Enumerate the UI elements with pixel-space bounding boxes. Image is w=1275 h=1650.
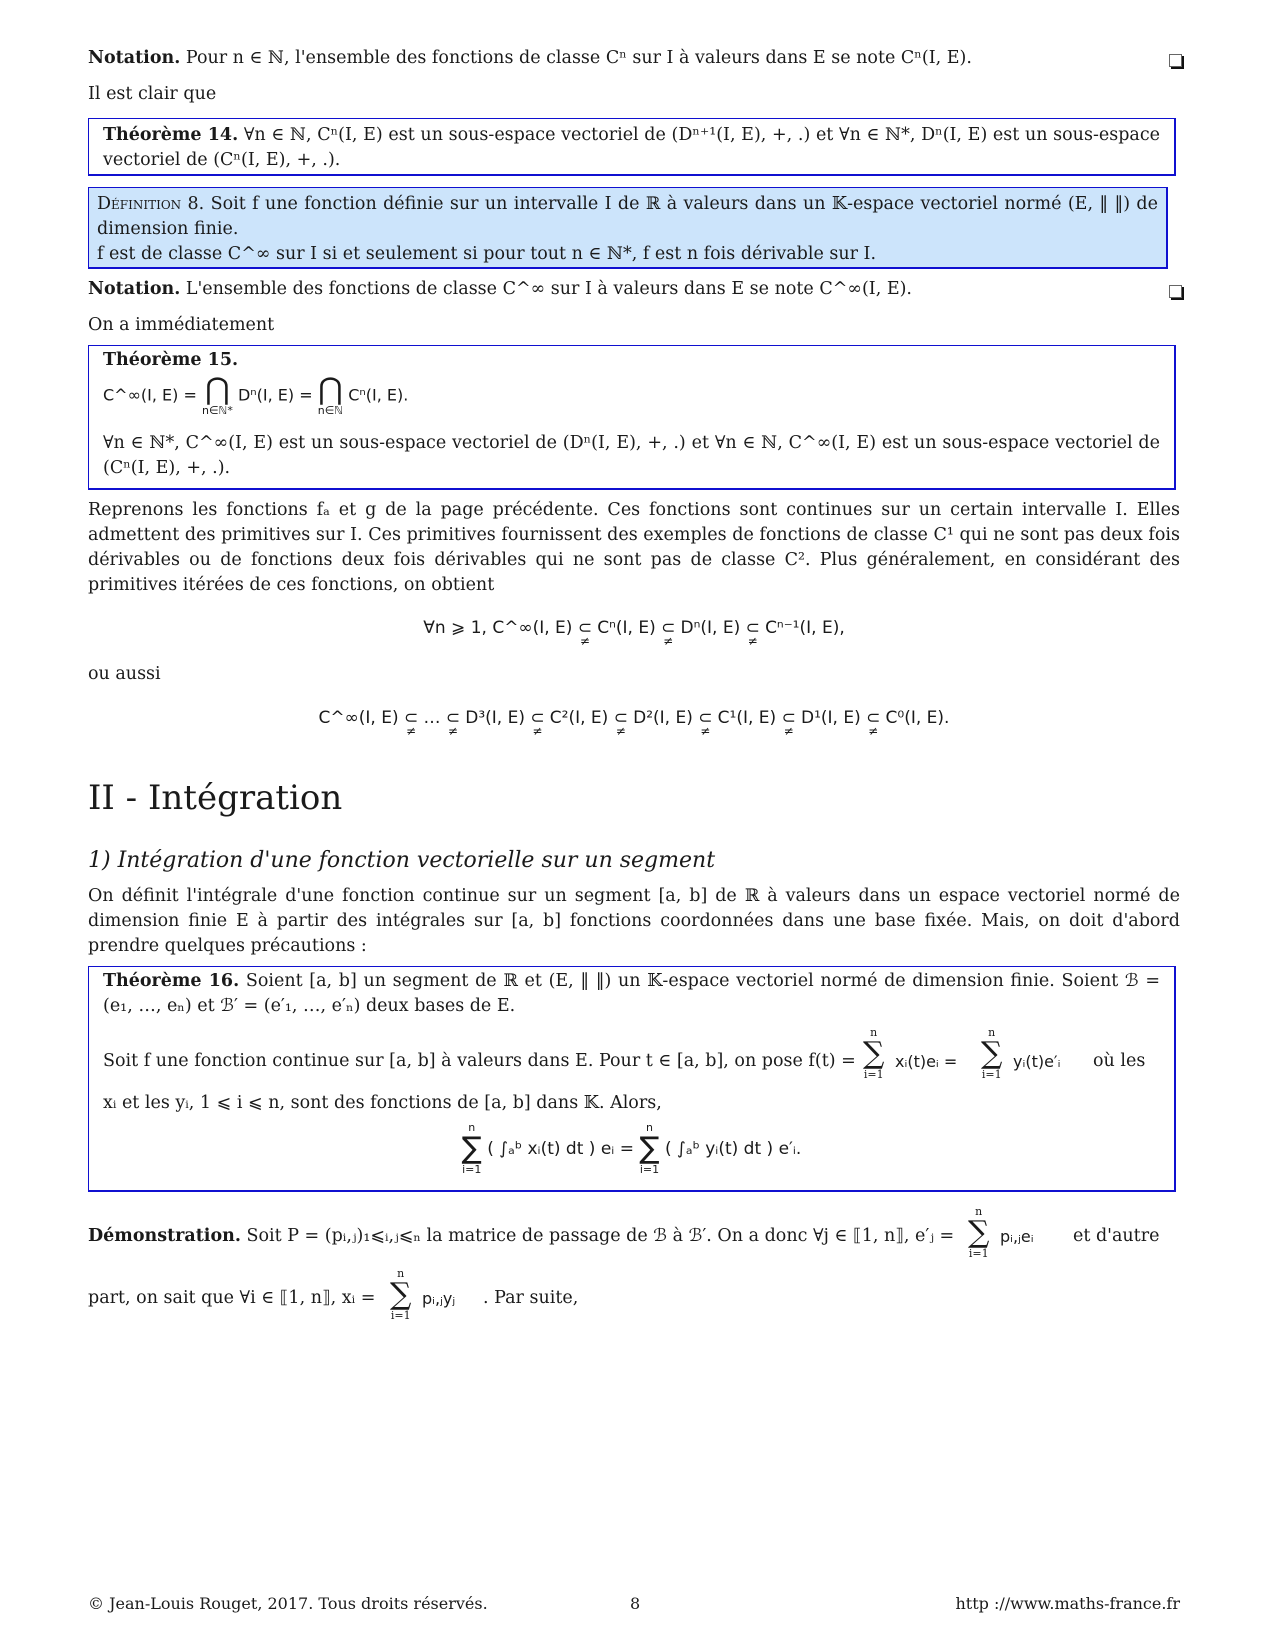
strict-inclusion-icon: ⊂ ≠ bbox=[445, 708, 461, 738]
sum-operator: n ∑ i=1 bbox=[981, 1026, 1003, 1081]
strict-inclusion-icon: ⊂ ≠ bbox=[698, 708, 713, 738]
strict-inclusion-icon: ⊂ ≠ bbox=[661, 618, 676, 648]
strict-inclusion-icon: ⊂ ≠ bbox=[404, 708, 419, 738]
footer-url[interactable]: http ://www.maths-france.fr bbox=[955, 1594, 1180, 1613]
theorem-16-definition-line: Soit f une fonction continue sur [a, b] à valeurs dans E. Pour t ∈ [a, b], on pose f(t) = n ∑ i=1 xᵢ(t)eᵢ = n ∑ i=1 yᵢ(t)e′ᵢ où les bbox=[103, 1026, 1146, 1081]
sum-operator: n ∑ i=1 bbox=[968, 1205, 990, 1260]
strict-inclusion-icon: ⊂ ≠ bbox=[613, 708, 628, 738]
theorem-15-box: Théorème 15. C^∞(I, E) = ⋂ n∈ℕ* Dⁿ(I, E) = ⋂ n∈ℕ Cⁿ(I, E). ∀n ∈ ℕ*, C^∞(I, E) est un sous-espace vectoriel de (Dⁿ(I, E), +, .) et ∀n ∈ ℕ, C^∞(I, E) est un sous-espace vectoriel de (Cⁿ(I, E), +, .). bbox=[88, 345, 1176, 490]
strict-inclusion-icon: ⊂ ≠ bbox=[781, 708, 796, 738]
paragraph-primitives: Reprenons les fonctions fₐ et g de la page précédente. Ces fonctions sont continues sur un certain intervalle I. Elles admettent des primitives sur I. Ces primitives fournissent des exemples de fonctions de classe C¹ qui ne sont pas deux fois dérivables ou de fonctions deux fois dérivables qui ne sont pas de classe C². Plus généralement, en considérant des primitives itérées de ces fonctions, on obtient bbox=[88, 500, 1180, 595]
theorem-14-box: Théorème 14. ∀n ∈ ℕ, Cⁿ(I, E) est un sous-espace vectoriel de (Dⁿ⁺¹(I, E), +, .) et ∀n ∈ ℕ*, Dⁿ(I, E) est un sous-espace vectoriel de (Cⁿ(I, E), +, .). bbox=[88, 118, 1176, 176]
theorem-16-formula: n ∑ i=1 ( ∫ₐᵇ xᵢ(t) dt ) eᵢ = n ∑ i=1 ( ∫ₐᵇ yᵢ(t) dt ) e′ᵢ. bbox=[461, 1121, 802, 1176]
footer-copyright: © Jean-Louis Rouget, 2017. Tous droits réservés. bbox=[88, 1594, 488, 1613]
page-number: 8 bbox=[630, 1594, 641, 1613]
sum-operator: n ∑ i=1 bbox=[461, 1121, 482, 1176]
inclusion-chain-1: ∀n ⩾ 1, C^∞(I, E) ⊂ ≠ Cⁿ(I, E) ⊂ ≠ Dⁿ(I, E) ⊂ ≠ Cⁿ⁻¹(I, E), bbox=[423, 618, 845, 648]
theorem-label: Théorème 14. bbox=[103, 125, 239, 145]
strict-inclusion-icon: ⊂ ≠ bbox=[577, 618, 593, 648]
intersection-operator: ⋂ n∈ℕ bbox=[317, 372, 344, 417]
demonstration-line-1: Démonstration. Soit P = (pᵢ,ⱼ)₁⩽ᵢ,ⱼ⩽ₙ la matrice de passage de ℬ à ℬ′. On a donc ∀j ∈ ⟦1, n⟧, e′ⱼ = n ∑ i=1 pᵢ,ⱼeᵢ et d'autre bbox=[88, 1205, 1160, 1260]
notation-cinf: Notation. L'ensemble des fonctions de classe C^∞ sur I à valeurs dans E se note C^∞(I, E). bbox=[88, 277, 1180, 302]
theorem-15-formula: C^∞(I, E) = ⋂ n∈ℕ* Dⁿ(I, E) = ⋂ n∈ℕ Cⁿ(I, E). bbox=[103, 372, 409, 417]
paragraph-integration-intro: On définit l'intégrale d'une fonction continue sur un segment [a, b] de ℝ à valeurs dans un espace vectoriel normé de dimension finie E à partir des intégrales sur [a, b] fonctions coordonnées dans une base fixée. Mais, on doit d'abord prendre quelques précautions : bbox=[88, 886, 1180, 956]
subsection-title: 1) Intégration d'une fonction vectorielle sur un segment bbox=[88, 848, 716, 873]
notation-label: Notation. bbox=[88, 48, 181, 68]
inclusion-chain-2: C^∞(I, E) ⊂ ≠ … ⊂ ≠ D³(I, E) ⊂ ≠ C²(I, E) ⊂ ≠ D²(I, E) ⊂ ≠ C¹(I, E) ⊂ ≠ D¹(I, E) ⊂ ≠ C⁰(I, E). bbox=[318, 708, 950, 738]
notation-cn: Notation. Pour n ∈ ℕ, l'ensemble des fonctions de classe Cⁿ sur I à valeurs dans E se note Cⁿ(I, E). bbox=[88, 46, 1180, 71]
end-square-icon bbox=[1169, 285, 1182, 298]
sum-operator: n ∑ i=1 bbox=[863, 1026, 885, 1081]
definition-8-box: Définition 8. Soit f une fonction définie sur un intervalle I de ℝ à valeurs dans un 𝕂-espace vectoriel normé (E, ‖ ‖) de dimension finie. f est de classe C^∞ sur I si et seulement si pour tout n ∈ ℕ*, f est n fois dérivable sur I. bbox=[88, 187, 1168, 269]
strict-inclusion-icon: ⊂ ≠ bbox=[745, 618, 760, 648]
strict-inclusion-icon: ⊂ ≠ bbox=[530, 708, 545, 738]
end-square-icon bbox=[1169, 54, 1182, 67]
sum-operator: n ∑ i=1 bbox=[639, 1121, 660, 1176]
definition-label: Définition 8. bbox=[97, 194, 205, 214]
transition-text: On a immédiatement bbox=[88, 315, 275, 335]
intersection-operator: ⋂ n∈ℕ* bbox=[201, 372, 233, 417]
demonstration-line-2: part, on sait que ∀i ∈ ⟦1, n⟧, xᵢ = n ∑ i=1 pᵢ,ⱼyⱼ . Par suite, bbox=[88, 1267, 579, 1322]
transition-text: ou aussi bbox=[88, 664, 161, 684]
theorem-16-box: Théorème 16. Soient [a, b] un segment de ℝ et (E, ‖ ‖) un 𝕂-espace vectoriel normé de dimension finie. Soient ℬ = (e₁, …, eₙ) et ℬ′ = (e′₁, …, e′ₙ) deux bases de E. Soit f une fonction continue sur [a, b] à valeurs dans E. Pour t ∈ [a, b], on pose f(t) = n ∑ i=1 xᵢ(t)eᵢ = n ∑ i=1 yᵢ(t)e′ᵢ où les xᵢ et les yᵢ, 1 ⩽ i ⩽ n, sont des fonctions de [a, b] dans 𝕂. Alors, n ∑ i=1 ( ∫ₐᵇ xᵢ(t) dt ) eᵢ = n ∑ i=1 ( ∫ₐᵇ yᵢ(t) dt ) e′ᵢ. bbox=[88, 966, 1176, 1192]
strict-inclusion-icon: ⊂ ≠ bbox=[866, 708, 881, 738]
sum-operator: n ∑ i=1 bbox=[390, 1267, 412, 1322]
section-title: II - Intégration bbox=[88, 778, 343, 818]
transition-text: Il est clair que bbox=[88, 84, 217, 104]
